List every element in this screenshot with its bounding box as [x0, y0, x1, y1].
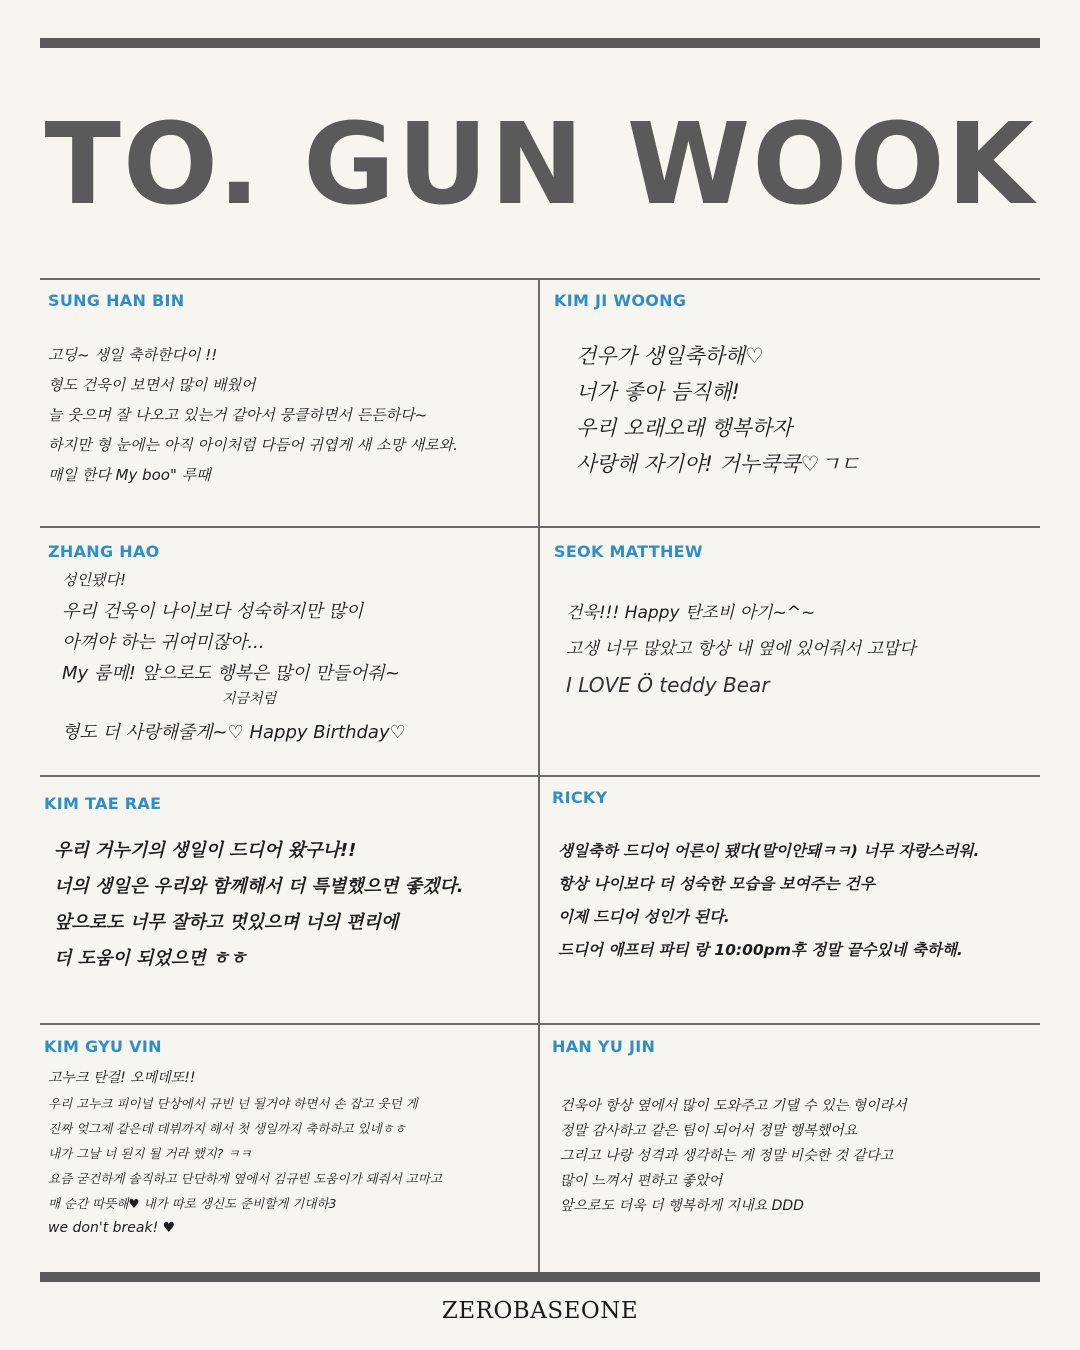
message-line: 늘 웃으며 잘 나오고 있는거 같아서 뭉클하면서 든든하다~	[48, 406, 428, 424]
message-line: 앞으로도 너무 잘하고 멋있으며 너의 편리에	[54, 912, 399, 933]
message-line: 형도 건욱이 보면서 많이 배웠어	[48, 376, 256, 394]
letter-message	[48, 565, 406, 748]
letter-zhang-hao	[48, 542, 406, 748]
letter-author: KIM TAE RAE	[44, 794, 162, 813]
letter-message	[554, 595, 916, 703]
message-line: 우리 고누크 피이널 단상에서 규빈 넌 될거야 하면서 손 잡고 웃던 게	[48, 1096, 418, 1111]
letter-message	[552, 835, 979, 967]
message-line: 정말 감사하고 같은 팀이 되어서 정말 행복했어요	[560, 1123, 858, 1139]
letter-message	[554, 338, 860, 482]
message-line: 성인됐다!	[62, 571, 126, 589]
message-line: 너의 생일은 우리와 함께해서 더 특별했으면 좋겠다.	[54, 876, 464, 897]
message-line: 이제 드디어 성인가 된다.	[558, 908, 730, 926]
letter-author: HAN YU JIN	[552, 1037, 656, 1056]
message-line: 많이 느껴서 편하고 좋았어	[560, 1173, 723, 1189]
message-line: 너가 좋아 듬직해!	[576, 380, 740, 404]
message-line: 건욱아 항상 옆에서 많이 도와주고 기댈 수 있는 형이라서	[560, 1098, 907, 1114]
message-line: 그리고 나랑 성격과 생각하는 게 정말 비슷한 것 같다고	[560, 1148, 894, 1164]
message-line: 고딩~ 생일 축하한다이 !!	[48, 346, 218, 364]
letter-message	[552, 1094, 907, 1219]
message-line: 우리 거누기의 생일이 드디어 왔구나!!	[54, 840, 357, 861]
letter-author: ZHANG HAO	[48, 542, 160, 561]
letter-kim-ji-woong	[554, 291, 860, 482]
letter-sung-han-bin	[48, 291, 458, 490]
bottom-bar	[40, 1272, 1040, 1282]
message-line: 매 순간 따뜻해♥ 내가 따로 생신도 준비할게 기대하3	[48, 1196, 337, 1211]
message-line: 항상 나이보다 더 성숙한 모습을 보여주는 건우	[558, 875, 875, 893]
message-line: 고누크 탄걸! 오메데또!!	[48, 1070, 196, 1086]
top-bar	[40, 38, 1040, 48]
grid-row-divider-3	[40, 1023, 1040, 1025]
letter-author: KIM JI WOONG	[554, 291, 687, 310]
letter-kim-gyu-vin	[44, 1037, 442, 1241]
message-line: 우리 건욱이 나이보다 성숙하지만 많이	[62, 601, 364, 622]
letter-message	[48, 340, 458, 490]
message-line: 형도 더 사랑해줄게~♡ Happy Birthday♡	[62, 722, 406, 743]
message-line: 진짜 엊그제 같은데 데뷔까지 해서 첫 생일까지 축하하고 있네ㅎㅎ	[48, 1121, 406, 1136]
letter-message	[44, 833, 464, 977]
message-line: 내가 그날 너 된지 될 거라 했지? ㅋㅋ	[48, 1146, 252, 1161]
message-line: 하지만 형 눈에는 아직 아이처럼 다듬어 귀엽게 새 소망 새로와.	[48, 436, 458, 454]
message-line: 생일축하 드디어 어른이 됐다(말이안돼ㅋㅋ) 너무 자랑스러워.	[558, 842, 980, 860]
letter-kim-tae-rae	[44, 794, 464, 977]
message-line: 더 도움이 되었으면 ㅎㅎ	[54, 948, 247, 969]
page-title: TO. GUN WOOK	[44, 100, 1036, 230]
letter-author: SUNG HAN BIN	[48, 291, 185, 310]
message-line: 사랑해 자기야! 거누쿡쿡♡ㄱㄷ	[576, 452, 861, 476]
message-line: I LOVE Ö teddy Bear	[566, 673, 770, 697]
letter-seok-matthew	[554, 542, 916, 703]
message-line: My 룸메! 앞으로도 행복은 많이 만들어줘~	[62, 663, 400, 684]
letter-han-yu-jin	[552, 1037, 907, 1219]
letter-author: SEOK MATTHEW	[554, 542, 703, 561]
message-line: 요즘 굳건하게 솔직하고 단단하게 옆에서 김규빈 도움이가 돼줘서 고마고	[48, 1171, 443, 1186]
letter-message	[44, 1066, 442, 1241]
message-line: we don't break! ♥	[48, 1220, 176, 1236]
message-line: 지금처럼	[222, 691, 277, 707]
message-line: 고생 너무 많았고 항상 내 옆에 있어줘서 고맙다	[566, 639, 916, 659]
letter-ricky	[552, 788, 979, 967]
letter-author: RICKY	[552, 788, 608, 807]
message-line: 우리 오래오래 행복하자	[576, 416, 793, 440]
grid-row-divider-2	[40, 775, 1040, 777]
grid-row-divider-1	[40, 526, 1040, 528]
message-line: 매일 한다 My boo" 루때	[48, 466, 211, 484]
letter-author: KIM GYU VIN	[44, 1037, 162, 1056]
message-line: 드디어 애프터 파티 랑 10:00pm후 정말 끝수있네 축하해.	[558, 941, 963, 959]
message-line: 아껴야 하는 귀여미잖아...	[62, 632, 265, 653]
message-line: 건우가 생일축하해♡	[576, 344, 764, 368]
message-line: 앞으로도 더욱 더 행복하게 지내요 DDD	[560, 1198, 804, 1214]
brand-logo-text: ZEROBASEONE	[441, 1298, 639, 1324]
message-line: 건욱!!! Happy 탄조비 아기~^~	[566, 603, 816, 623]
